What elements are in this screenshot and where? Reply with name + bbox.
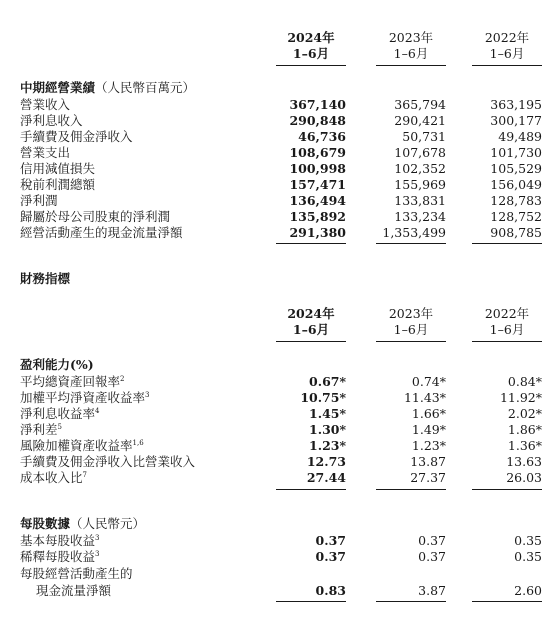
table-row [0,145,550,161]
footnote-marker: 2 [120,374,125,383]
table-row [0,129,550,145]
row-label-text: 手續費及佣金淨收入比營業收入 [20,454,196,469]
row-label: 歸屬於母公司股東的淨利潤 [20,209,171,224]
header-year-2023: 2023年 [388,30,434,45]
profitability-bottom-rule-2024 [276,489,346,490]
value-2022: 1.36* [507,438,542,453]
header-rule-2023 [376,65,446,66]
bottom-rule-2022 [472,243,542,244]
value-2022: 2.02* [507,406,542,421]
section-unit: （人民幣百萬元） [95,80,196,95]
value-2023: 0.37 [418,533,446,548]
table-row [0,225,550,241]
value-2022: 26.03 [506,470,542,485]
footnote-marker: 3 [145,390,150,399]
row-label-text: 淨利差 [20,422,58,437]
section-title-financial-indicators: 財務指標 [20,271,71,286]
per-share-bottom-rule-2024 [276,601,346,602]
value-2024: 0.67* [309,374,346,389]
value-2024: 46,736 [298,129,346,144]
value-2023: 133,234 [394,209,446,224]
section-title-text: 每股數據 [20,516,71,531]
row-label [20,470,87,486]
table-row [0,454,550,470]
table-row [0,470,550,486]
row-label-text: 稀釋每股收益 [20,549,96,564]
value-2023: 1.66* [411,406,446,421]
value-2022: 1.86* [507,422,542,437]
row-label [20,454,195,470]
footnote-marker: 3 [95,549,100,558]
value-2022: 908,785 [490,225,542,240]
value-2023: 0.37 [418,549,446,564]
value-2024: 367,140 [289,97,346,112]
value-2024: 100,998 [289,161,346,176]
header2-period-2022: 1–6月 [489,322,525,337]
value-2024: 1.23* [309,438,346,453]
table-row [0,97,550,113]
value-2022: 49,489 [498,129,542,144]
row-label-text: 成本收入比 [20,470,83,485]
section-title-per-share [20,516,145,532]
value-2022: 128,783 [490,193,542,208]
footnote-marker: 1,6 [132,438,144,447]
value-2022: 2.60 [514,583,542,598]
value-2023: 0.74* [411,374,446,389]
footnote-marker: 4 [95,406,100,415]
value-2023: 133,831 [394,193,446,208]
value-2024: 12.73 [306,454,346,469]
value-2024: 290,848 [289,113,346,128]
value-2023: 50,731 [402,129,446,144]
value-2022: 300,177 [490,113,542,128]
value-2022: 0.84* [507,374,542,389]
value-2024: 108,679 [289,145,346,160]
value-2024: 157,471 [289,177,346,192]
header2-year-2023: 2023年 [388,306,434,321]
value-2024: 135,892 [289,209,346,224]
value-2023: 13.87 [410,454,446,469]
header-period-2023: 1–6月 [393,46,429,61]
section-title-text: 中期經營業績 [20,80,96,95]
table-row [0,583,550,599]
table-row [0,374,550,390]
table-row [0,549,550,565]
header2-rule-2022 [472,341,542,342]
header2-rule-2024 [276,341,346,342]
header-rule-2024 [276,65,346,66]
value-2023: 1,353,499 [382,225,446,240]
table-row [0,177,550,193]
value-2024: 10.75* [300,390,346,405]
per-share-bottom-rule-2023 [376,601,446,602]
section-title-profitability: 盈利能力(%) [20,357,94,372]
header-rule-2022 [472,65,542,66]
value-2024: 0.37 [315,533,346,548]
value-2024: 291,380 [289,225,346,240]
bottom-rule-2023 [376,243,446,244]
value-2023: 365,794 [394,97,446,112]
table-row [0,438,550,454]
row-label [20,549,99,565]
row-label: 淨利潤 [20,193,58,208]
profitability-bottom-rule-2022 [472,489,542,490]
value-2024: 1.30* [309,422,346,437]
per-share-bottom-rule-2022 [472,601,542,602]
row-label [20,406,99,422]
value-2022: 101,730 [490,145,542,160]
value-2022: 0.35 [514,549,542,564]
table-row [0,422,550,438]
value-2022: 105,529 [490,161,542,176]
profitability-bottom-rule-2023 [376,489,446,490]
footnote-marker: 3 [95,533,100,542]
section-unit: （人民幣元） [70,516,146,531]
row-label [20,438,144,454]
row-label [20,374,124,390]
footnote-marker: 7 [82,470,87,479]
value-2023: 11.43* [403,390,446,405]
row-label [20,390,149,406]
table-row [0,406,550,422]
value-2023: 27.37 [410,470,446,485]
row-label [20,422,62,438]
table-row [0,113,550,129]
value-2023: 102,352 [394,161,446,176]
value-2023: 1.23* [411,438,446,453]
row-label: 經營活動產生的現金流量淨額 [20,225,183,240]
row-label-text: 淨利息收益率 [20,406,96,421]
row-label-text: 加權平均淨資產收益率 [20,390,146,405]
value-2023: 1.49* [411,422,446,437]
header2-rule-2023 [376,341,446,342]
value-2024: 0.37 [315,549,346,564]
value-2022: 156,049 [490,177,542,192]
table-row [0,533,550,549]
value-2022: 11.92* [499,390,542,405]
value-2022: 363,195 [490,97,542,112]
row-label: 營業支出 [20,145,71,160]
header-year-2022: 2022年 [484,30,530,45]
value-2022: 0.35 [514,533,542,548]
header-year-2024: 2024年 [287,30,335,45]
header2-year-2022: 2022年 [484,306,530,321]
header2-period-2024: 1–6月 [292,322,330,337]
value-2022: 13.63 [506,454,542,469]
footnote-marker: 5 [57,422,62,431]
row-label: 手續費及佣金淨收入 [20,129,133,144]
value-2023: 155,969 [394,177,446,192]
row-label: 營業收入 [20,97,71,112]
row-label [20,533,99,549]
row-label: 信用減值損失 [20,161,96,176]
row-label: 稅前利潤總額 [20,177,96,192]
value-2024: 1.45* [309,406,346,421]
value-2024: 0.83 [315,583,346,598]
value-2024: 27.44 [306,470,346,485]
header2-year-2024: 2024年 [287,306,335,321]
table-row [0,193,550,209]
value-2023: 107,678 [394,145,446,160]
table-row [0,209,550,225]
value-2023: 3.87 [418,583,446,598]
header2-period-2023: 1–6月 [393,322,429,337]
row-label-line1: 每股經營活動產生的 [20,566,133,581]
header-period-2022: 1–6月 [489,46,525,61]
section-title-interim-results [20,80,195,96]
table-row [0,161,550,177]
row-label-text: 平均總資產回報率 [20,374,121,389]
header-period-2024: 1–6月 [292,46,330,61]
value-2023: 290,421 [394,113,446,128]
value-2024: 136,494 [289,193,346,208]
value-2022: 128,752 [490,209,542,224]
row-label-text: 基本每股收益 [20,533,96,548]
row-label-text: 風險加權資產收益率 [20,438,133,453]
table-row [0,390,550,406]
row-label: 淨利息收入 [20,113,83,128]
bottom-rule-2024 [276,243,346,244]
row-label-line2: 現金流量淨額 [36,583,112,598]
